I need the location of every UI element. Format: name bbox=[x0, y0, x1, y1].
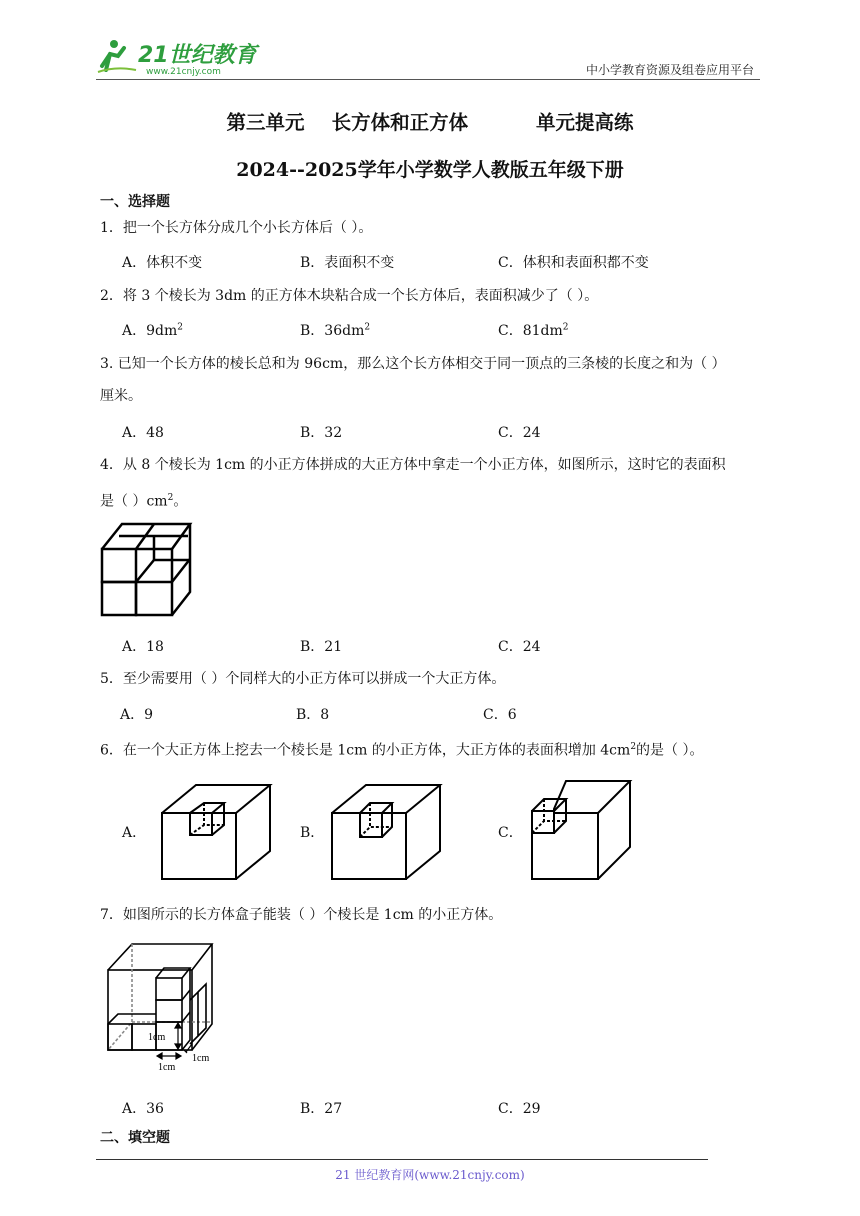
q7-option-a: A．36 bbox=[122, 1101, 164, 1117]
svg-text:21世纪教育: 21世纪教育 bbox=[138, 43, 257, 68]
section-choice-heading: 一、选择题 bbox=[100, 194, 170, 210]
q7-option-b: B．27 bbox=[300, 1101, 343, 1117]
header-divider bbox=[96, 79, 760, 80]
question-3-text: 3. 已知一个长方体的棱长总和为 96cm，那么这个长方体相交于同一顶点的三条棱的长度之和为（ ） bbox=[100, 356, 726, 372]
q5-option-a: A．9 bbox=[120, 707, 154, 723]
runner-icon bbox=[98, 40, 136, 72]
q2-option-c: C．$81dm^2$ bbox=[498, 322, 569, 339]
question-1-text: 1．把一个长方体分成几个小长方体后（ ）。 bbox=[100, 220, 373, 236]
q4-option-c: C．24 bbox=[498, 639, 541, 655]
question-2-text: 2．将 3 个棱长为 3dm 的正方体木块粘合成一个长方体后，表面积减少了（ ）。 bbox=[100, 288, 599, 304]
q4-option-b: B．21 bbox=[300, 639, 343, 655]
q4-option-a: A．18 bbox=[122, 639, 164, 655]
q3-option-c: C．24 bbox=[498, 425, 541, 441]
q1-option-a: A．体积不变 bbox=[122, 255, 203, 271]
q5-option-c: C．6 bbox=[483, 707, 517, 723]
q7-option-c: C．29 bbox=[498, 1101, 541, 1117]
q2-option-a: A．$9dm^2$ bbox=[122, 322, 183, 339]
platform-slogan: 中小学教育资源及组卷应用平台 bbox=[585, 63, 754, 77]
q6-option-a: A． bbox=[122, 825, 147, 841]
footer-divider bbox=[96, 1159, 708, 1160]
question-6-text: 6．在一个大正方体上挖去一个棱长是 1cm 的小正方体，大正方体的表面积增加 $4cm^2$的是（ ）。 bbox=[100, 742, 704, 759]
q7-box-figure bbox=[100, 940, 220, 1079]
q6-option-b: B． bbox=[300, 825, 325, 841]
svg-text:1cm: 1cm bbox=[148, 1032, 166, 1043]
page-title: 第三单元 长方体和正方体 单元提高练 bbox=[226, 111, 634, 134]
svg-text:www.21cnjy.com: www.21cnjy.com bbox=[146, 67, 221, 77]
question-3-text-cont: 厘米。 bbox=[100, 388, 142, 404]
svg-text:1cm: 1cm bbox=[192, 1053, 210, 1064]
site-logo bbox=[96, 36, 266, 78]
q6-figure-b bbox=[330, 783, 442, 885]
q1-option-c: C．体积和表面积都不变 bbox=[498, 255, 649, 271]
q6-option-c: C． bbox=[498, 825, 523, 841]
q6-figure-a bbox=[160, 783, 272, 885]
svg-text:1cm: 1cm bbox=[158, 1062, 176, 1073]
section-fill-heading: 二、填空题 bbox=[100, 1130, 170, 1146]
question-5-text: 5．至少需要用（ ）个同样大的小正方体可以拼成一个大正方体。 bbox=[100, 671, 506, 687]
q3-option-a: A．48 bbox=[122, 425, 164, 441]
q3-option-b: B．32 bbox=[300, 425, 343, 441]
q6-figure-c bbox=[530, 779, 632, 885]
question-4-text: 4．从 8 个棱长为 1cm 的小正方体拼成的大正方体中拿走一个小正方体，如图所示，这时它的表面积 bbox=[100, 457, 726, 473]
page-subtitle: 2024--2025学年小学数学人教版五年级下册 bbox=[236, 159, 624, 181]
q4-cube-figure bbox=[100, 522, 192, 622]
q2-option-b: B．$36dm^2$ bbox=[300, 322, 371, 339]
q5-option-b: B．8 bbox=[296, 707, 330, 723]
question-7-text: 7．如图所示的长方体盒子能装（ ）个棱长是 1cm 的小正方体。 bbox=[100, 907, 503, 923]
question-4-text-cont: 是（ ）$cm^2$。 bbox=[100, 493, 188, 510]
q1-option-b: B．表面积不变 bbox=[300, 255, 395, 271]
footer-link[interactable]: 21 世纪教育网(www.21cnjy.com) bbox=[335, 1168, 525, 1182]
